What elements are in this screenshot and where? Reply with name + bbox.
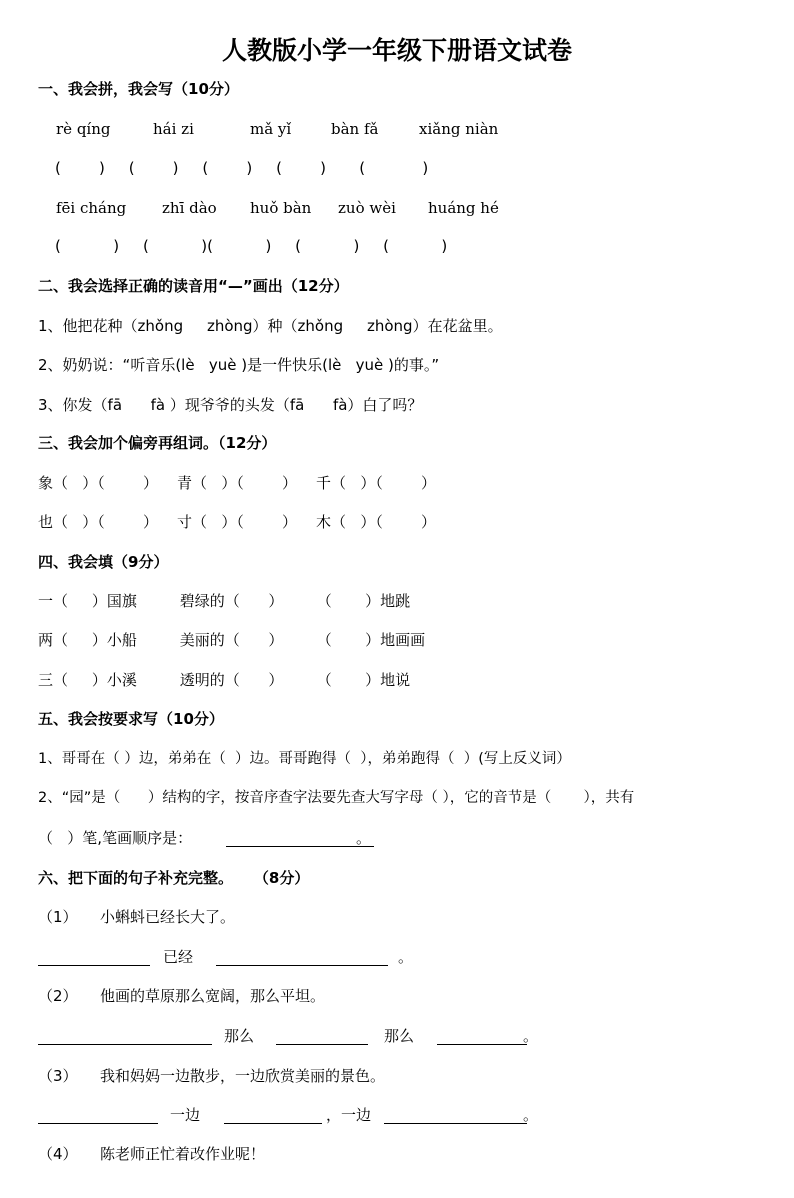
answer-underline[interactable] [216, 965, 388, 966]
pinyin-1: rè qíng [56, 120, 111, 138]
answer-underline[interactable] [437, 1044, 527, 1045]
question-line[interactable]: 象（ ）（ ） 青（ ）（ ） 千（ ）（ ） [38, 474, 436, 492]
pinyin-4: bàn fǎ [331, 120, 379, 138]
answer-underline[interactable] [384, 1123, 527, 1124]
question-line[interactable]: 2、“园”是（ ）结构的字，按音序查字法要先查大写字母（ ），它的音节是（ ），共有 [38, 790, 635, 806]
answer-underline[interactable] [38, 1123, 158, 1124]
period-mark: 。 [356, 829, 372, 847]
question-line[interactable]: 两（ ）小船 美丽的（ ） （ ）地画画 [38, 631, 426, 649]
item-sentence: 我和妈妈一边散步，一边欣赏美丽的景色。 [100, 1067, 386, 1085]
question-line-prefix: （ ）笔,笔画顺序是： [38, 829, 193, 847]
item-sentence: 陈老师正忙着改作业呢！ [100, 1145, 266, 1163]
period-mark: 。 [523, 1027, 539, 1045]
answer-underline[interactable] [224, 1123, 322, 1124]
item-label: （3） [38, 1067, 78, 1085]
answer-underline[interactable] [38, 1044, 212, 1045]
section-6-heading: 六、把下面的句子补充完整。 （8分） [38, 869, 310, 887]
question-line: 2、奶奶说：“听音乐(lè yuè )是一件快乐(lè yuè )的事。” [38, 356, 440, 374]
answer-underline[interactable] [38, 965, 150, 966]
section-1-heading: 一、我会拼，我会写（10分） [38, 80, 239, 98]
fill-word: ，一边 [326, 1106, 372, 1124]
pinyin-3: mǎ yǐ [250, 120, 292, 138]
period-mark: 。 [523, 1106, 539, 1124]
answer-underline[interactable] [226, 846, 374, 847]
pinyin-7: zhī dào [162, 199, 217, 217]
question-line[interactable]: 也（ ）（ ） 寸（ ）（ ） 木（ ）（ ） [38, 513, 436, 531]
item-label: （1） [38, 908, 78, 926]
fill-word: 那么 [384, 1027, 415, 1045]
pinyin-6: fēi cháng [56, 199, 127, 217]
item-label: （4） [38, 1145, 78, 1163]
answer-underline[interactable] [276, 1044, 368, 1045]
question-line: 3、你发（fā fà ）现爷爷的头发（fā fà）白了吗？ [38, 396, 423, 414]
question-line[interactable]: 三（ ）小溪 透明的（ ） （ ）地说 [38, 671, 411, 689]
question-line[interactable]: 1、哥哥在（ ）边，弟弟在（ ）边。哥哥跑得（ ），弟弟跑得（ ）(写上反义词） [38, 751, 571, 767]
pinyin-9: zuò wèi [338, 199, 396, 217]
question-line[interactable]: 一（ ）国旗 碧绿的（ ） （ ）地跳 [38, 592, 411, 610]
pinyin-10: huáng hé [428, 199, 499, 217]
answer-blanks-row-1[interactable]: ( ) ( ) ( ) ( ) ( ) [55, 159, 429, 177]
answer-blanks-row-2[interactable]: ( ) ( )( ) ( ) ( ) [55, 237, 448, 255]
pinyin-5: xiǎng niàn [419, 120, 499, 138]
section-2-heading: 二、我会选择正确的读音用“—”画出（12分） [38, 277, 349, 295]
item-label: （2） [38, 987, 78, 1005]
question-line: 1、他把花种（zhǒng zhòng）种（zhǒng zhòng）在花盆里。 [38, 317, 503, 335]
fill-word: 那么 [224, 1027, 255, 1045]
fill-word: 一边 [170, 1106, 201, 1124]
section-3-heading: 三、我会加个偏旁再组词。（12分） [38, 434, 277, 452]
page-title: 人教版小学一年级下册语文试卷 [221, 36, 572, 65]
pinyin-2: hái zi [153, 120, 194, 138]
item-sentence: 他画的草原那么宽阔，那么平坦。 [100, 987, 326, 1005]
fill-word: 已经 [163, 948, 194, 966]
pinyin-8: huǒ bàn [250, 199, 312, 217]
period-mark: 。 [398, 948, 414, 966]
section-4-heading: 四、我会填（9分） [38, 553, 169, 571]
section-5-heading: 五、我会按要求写（10分） [38, 710, 224, 728]
item-sentence: 小蝌蚪已经长大了。 [100, 908, 236, 926]
